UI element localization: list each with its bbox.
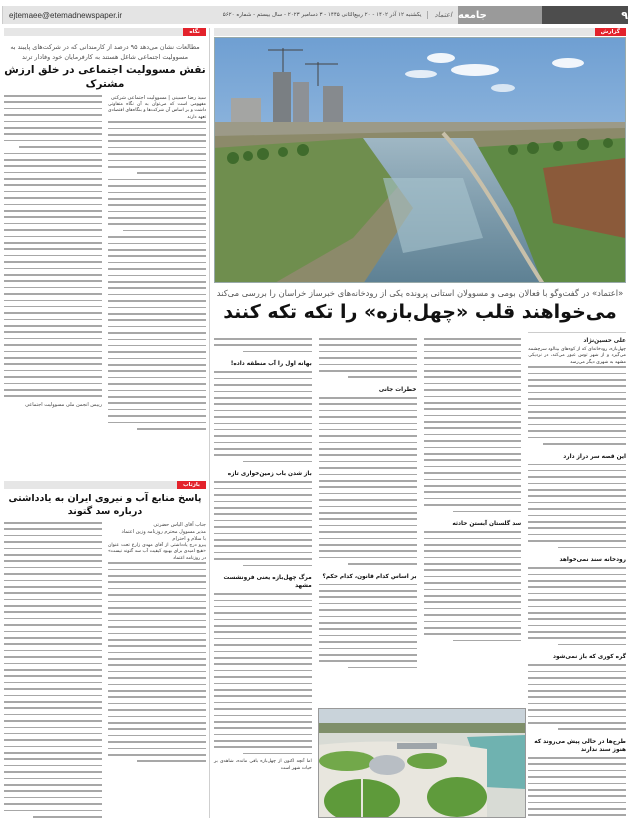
subhead-saga: این قصه سر دراز دارد	[563, 453, 626, 460]
main-col-1-lines-b	[528, 464, 626, 549]
main-col-2-lines-b	[424, 531, 522, 641]
csr-body-col-left	[4, 95, 102, 434]
main-kicker: «اعتماد» در گفت‌وگو با فعالان بومی و مسوولان استانی پرونده یکی از رودخانه‌های خبرساز خراسان را بررسی می‌کند	[216, 288, 624, 298]
report-section-tag: گزارش	[595, 28, 626, 36]
main-col-1-lines-c	[528, 567, 626, 645]
gotvand-headline: پاسخ منابع آب و نیروی ایران به یادداشتی درباره سد گتوند	[8, 493, 202, 517]
main-author: علی حسین‌نژاد	[528, 332, 626, 345]
gotvand-body	[4, 522, 206, 820]
subhead-subsidence: مرگ چهل‌بازه یعنی فرونشست مشهد	[223, 575, 312, 590]
main-col-3-lines-b	[319, 397, 417, 565]
subhead-first-excuse: بهانه اول را آب منطقه داده!	[230, 361, 312, 368]
main-headline: می‌خواهند قلب «چهل‌بازه» را تکه تکه کنند	[223, 301, 617, 323]
subhead-no-deed: رودخانه سند نمی‌خواهد	[559, 557, 626, 564]
gotvand-lines-right	[108, 562, 206, 762]
report-section-bar	[214, 28, 626, 36]
main-col-2-lines	[424, 332, 522, 512]
csr-lead: مفهومی است که می‌توان به آن نگاه متفاوتی داشت و بر اساس آن شرکت‌ها و بنگاه‌های اقتصادی تعهد دارند	[108, 102, 206, 120]
csr-byline: سید رضا حسینی | مسوولیت اجتماعی شرکتی	[110, 95, 206, 101]
gotvand-col-left	[4, 522, 102, 820]
subhead-knot: گره کوری که باز نمی‌شود	[553, 654, 626, 661]
page-number-value: ۹	[621, 8, 628, 22]
letter-salutation: جناب آقای الیاس حضرتی	[153, 522, 206, 528]
csr-text-lines-right	[108, 121, 206, 429]
subhead-life-danger: خطرات جانی	[378, 386, 417, 393]
main-col-1-lines	[528, 366, 626, 444]
letter-greeting: با سلام و احترام	[172, 536, 206, 542]
subhead-plans: طرح‌ها در حالی پیش می‌روند که هنوز سند ندارند	[534, 738, 626, 753]
gotvand-col-right	[108, 522, 206, 820]
csr-kicker: مطالعات نشان می‌دهد ۹۵ درصد از کارمندانی که در شرکت‌های پایبند به مسوولیت اجتماعی شاغل هستند به کارفرمایان خود وفادار ترند	[10, 43, 200, 61]
subhead-land-grab: باز شدن باب زمین‌خواری تازه	[227, 471, 312, 478]
masthead-date-area	[223, 11, 452, 19]
masthead	[2, 6, 628, 24]
main-closing: اما آنچه اکنون از چهل‌بازه باقی مانده، شاهدی بر حیات شهر است	[214, 759, 312, 771]
gotvand-response-article	[4, 490, 206, 820]
csr-author-footer: رییس انجمن ملی مسوولیت اجتماعی	[25, 401, 102, 408]
main-col-4	[214, 332, 312, 820]
main-col-1-lines-e	[528, 757, 626, 816]
csr-text-lines-left	[4, 95, 102, 397]
response-section-tag: بازتاب	[177, 481, 206, 489]
section-name: جامعه	[458, 6, 542, 24]
newspaper-logo: اعتماد	[427, 11, 452, 19]
main-col-4-lines-c	[214, 481, 312, 566]
main-lead: چهل‌بازه، رودخانه‌ای که از کوه‌های بینالود سرچشمه می‌گیرد و از شهر توس عبور می‌کند، در نزدیکی مشهد به شهری دیگر می‌رسد	[528, 347, 626, 365]
section-email-link[interactable]: ejtemaee@etemadnewspaper.ir	[9, 10, 123, 20]
issue-date-line: یکشنبه ۱۲ آذر ۱۴۰۲ - ۲۰ ربیع‌الثانی ۱۴۴۵ - ۳ دسامبر ۲۰۲۳ - سال بیستم - شماره ۵۶۲۰	[222, 12, 422, 18]
response-section-bar	[4, 481, 206, 489]
park-photo-graphic	[318, 709, 525, 818]
opinion-section-bar	[4, 28, 206, 36]
csr-body	[4, 95, 206, 434]
opinion-section-tag: نگاه	[183, 28, 206, 36]
letter-recipient: مدیر مسوول محترم روزنامه وزین اعتماد	[121, 529, 206, 535]
letter-intro: پیرو درج یادداشتی از آقای مهدی زارع تحت عنوان «هیچ امیدی برای بهبود کیفیت آب سد گتوند نیست» در روزنامه اعتماد	[108, 543, 206, 561]
column-divider	[209, 28, 210, 818]
page-number	[542, 6, 628, 24]
main-col-4-lines	[214, 332, 312, 352]
main-col-3-lines-c	[319, 584, 417, 669]
subhead-which-law: بر اساس کدام قانون، کدام حکم؟	[322, 573, 417, 580]
gotvand-lines-left	[4, 522, 102, 818]
main-col-4-lines-b	[214, 371, 312, 462]
main-col-1	[528, 332, 626, 820]
park-photo	[318, 708, 526, 818]
river-photo-graphic	[214, 38, 625, 283]
masthead-info-bar	[2, 6, 458, 24]
csr-headline: نقش مسوولیت اجتماعی در خلق ارزش مشترک	[4, 64, 206, 90]
subhead-golestan-dam: سد گلستان آبستن حادثه	[452, 521, 522, 528]
river-photo	[214, 37, 626, 283]
main-col-3-lines	[319, 332, 417, 378]
csr-body-col-right	[108, 95, 206, 434]
main-col-4-lines-d	[214, 593, 312, 754]
main-col-1-lines-d	[528, 664, 626, 730]
csr-article	[4, 38, 206, 434]
